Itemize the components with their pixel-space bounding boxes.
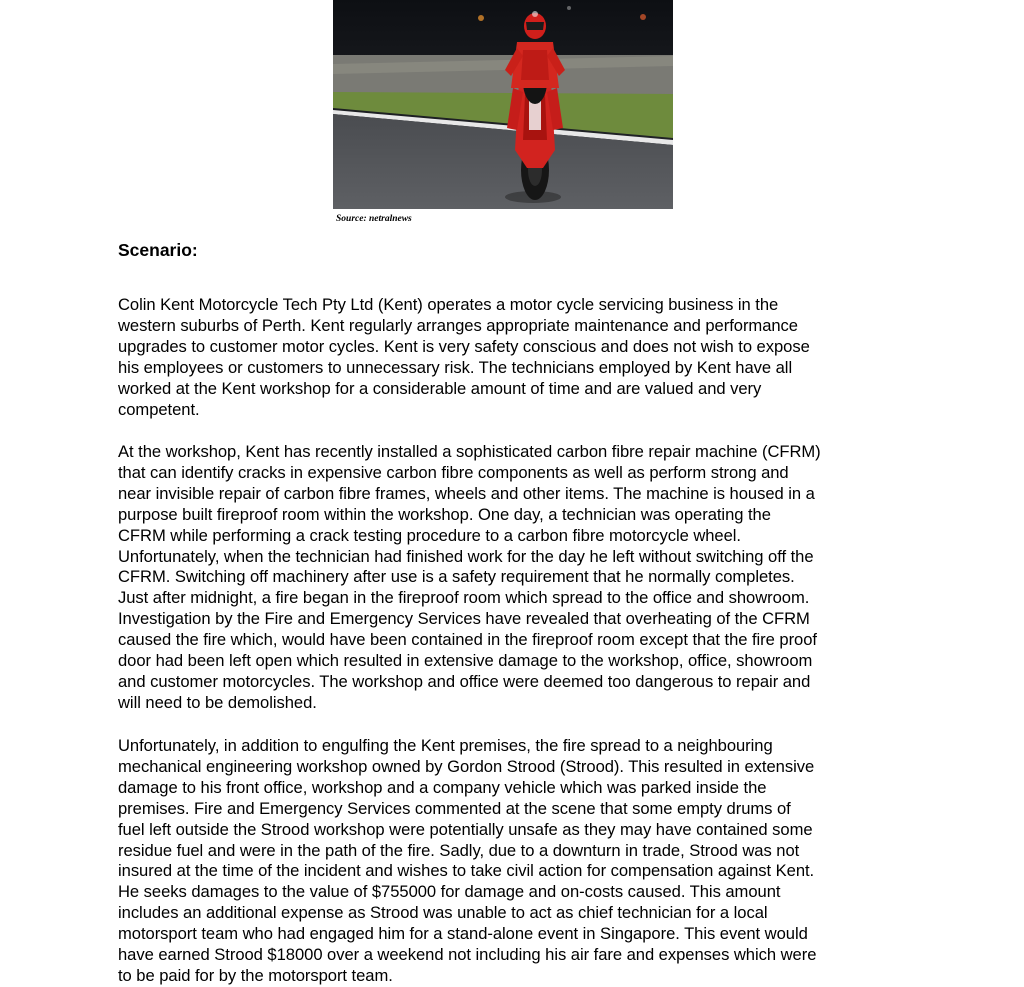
text-line: Colin Kent Motorcycle Tech Pty Ltd (Kent) operates a motor cycle servicing business in the (118, 295, 779, 314)
text-line: CFRM while performing a crack testing procedure to a carbon fibre motorcycle wheel. (118, 525, 741, 545)
text-line: door had been left open which resulted in extensive damage to the workshop, office, showroom (118, 651, 813, 671)
text-line: to be paid for by the motorsport team. (118, 965, 393, 985)
text-line: competent. (118, 399, 200, 419)
text-line: purpose built fireproof room within the workshop. One day, a technician was operating the (118, 504, 771, 524)
text-line: caused the fire which, would have been contained in the fireproof room except that the fire proof (118, 630, 817, 650)
text-line: At the workshop, Kent has recently installed a sophisticated carbon fibre repair machine (CFRM) (118, 442, 821, 461)
scenario-heading: Scenario: (118, 240, 198, 260)
text-line: western suburbs of Perth. Kent regularly arranges appropriate maintenance and performance (118, 315, 798, 335)
text-line: will need to be demolished. (118, 692, 317, 712)
text-line: worked at the Kent workshop for a considerable amount of time and are valued and very (118, 378, 762, 398)
text-line: motorsport team who had engaged him for a stand-alone event in Singapore. This event would (118, 924, 808, 944)
text-line: mechanical engineering workshop owned by Gordon Strood (Strood). This resulted in extensive (118, 756, 815, 776)
paragraph-1 (118, 295, 908, 420)
text-line: upgrades to customer motor cycles. Kent is very safety conscious and does not wish to expose (118, 336, 810, 356)
motorcycle-illustration (333, 0, 673, 209)
paragraph-3 (118, 736, 908, 987)
text-line: that can identify cracks in expensive carbon fibre components as well as perform strong and (118, 462, 789, 482)
text-line: near invisible repair of carbon fibre frames, wheels and other items. The machine is housed in a (118, 483, 815, 503)
text-line: premises. Fire and Emergency Services commented at the scene that some empty drums of (118, 798, 791, 818)
text-line: his employees or customers to unnecessary risk. The technicians employed by Kent have all (118, 357, 793, 377)
text-line: damage to his front office, workshop and a company vehicle which was parked inside the (118, 777, 767, 797)
text-line: insured at the time of the incident and wishes to take civil action for compensation against Kent. (118, 861, 815, 881)
text-line: Just after midnight, a fire began in the fireproof room which spread to the office and showroom. (118, 588, 810, 608)
paragraph-2 (118, 442, 908, 714)
text-line: Unfortunately, when the technician had finished work for the day he left without switching off the (118, 546, 814, 566)
text-line: CFRM. Switching off machinery after use is a safety requirement that he normally completes. (118, 567, 795, 587)
text-line: He seeks damages to the value of $755000 for damage and on-costs caused. This amount (118, 882, 781, 902)
text-line: Unfortunately, in addition to engulfing the Kent premises, the fire spread to a neighbouring (118, 736, 773, 755)
text-line: Investigation by the Fire and Emergency Services have revealed that overheating of the CFRM (118, 609, 810, 629)
text-line: have earned Strood $18000 over a weekend not including his air fare and expenses which were (118, 945, 817, 965)
text-line: residue fuel and were in the path of the fire. Sadly, due to a downturn in trade, Strood was not (118, 840, 800, 860)
motorcycle-photo (333, 0, 673, 209)
text-line: and customer motorcycles. The workshop and office were deemed too dangerous to repair and (118, 671, 811, 691)
image-caption: Source: netralnews (336, 214, 412, 224)
text-line: fuel left outside the Strood workshop were potentially unsafe as they may have contained some (118, 819, 813, 839)
text-line: includes an additional expense as Strood was unable to act as chief technician for a local (118, 903, 768, 923)
